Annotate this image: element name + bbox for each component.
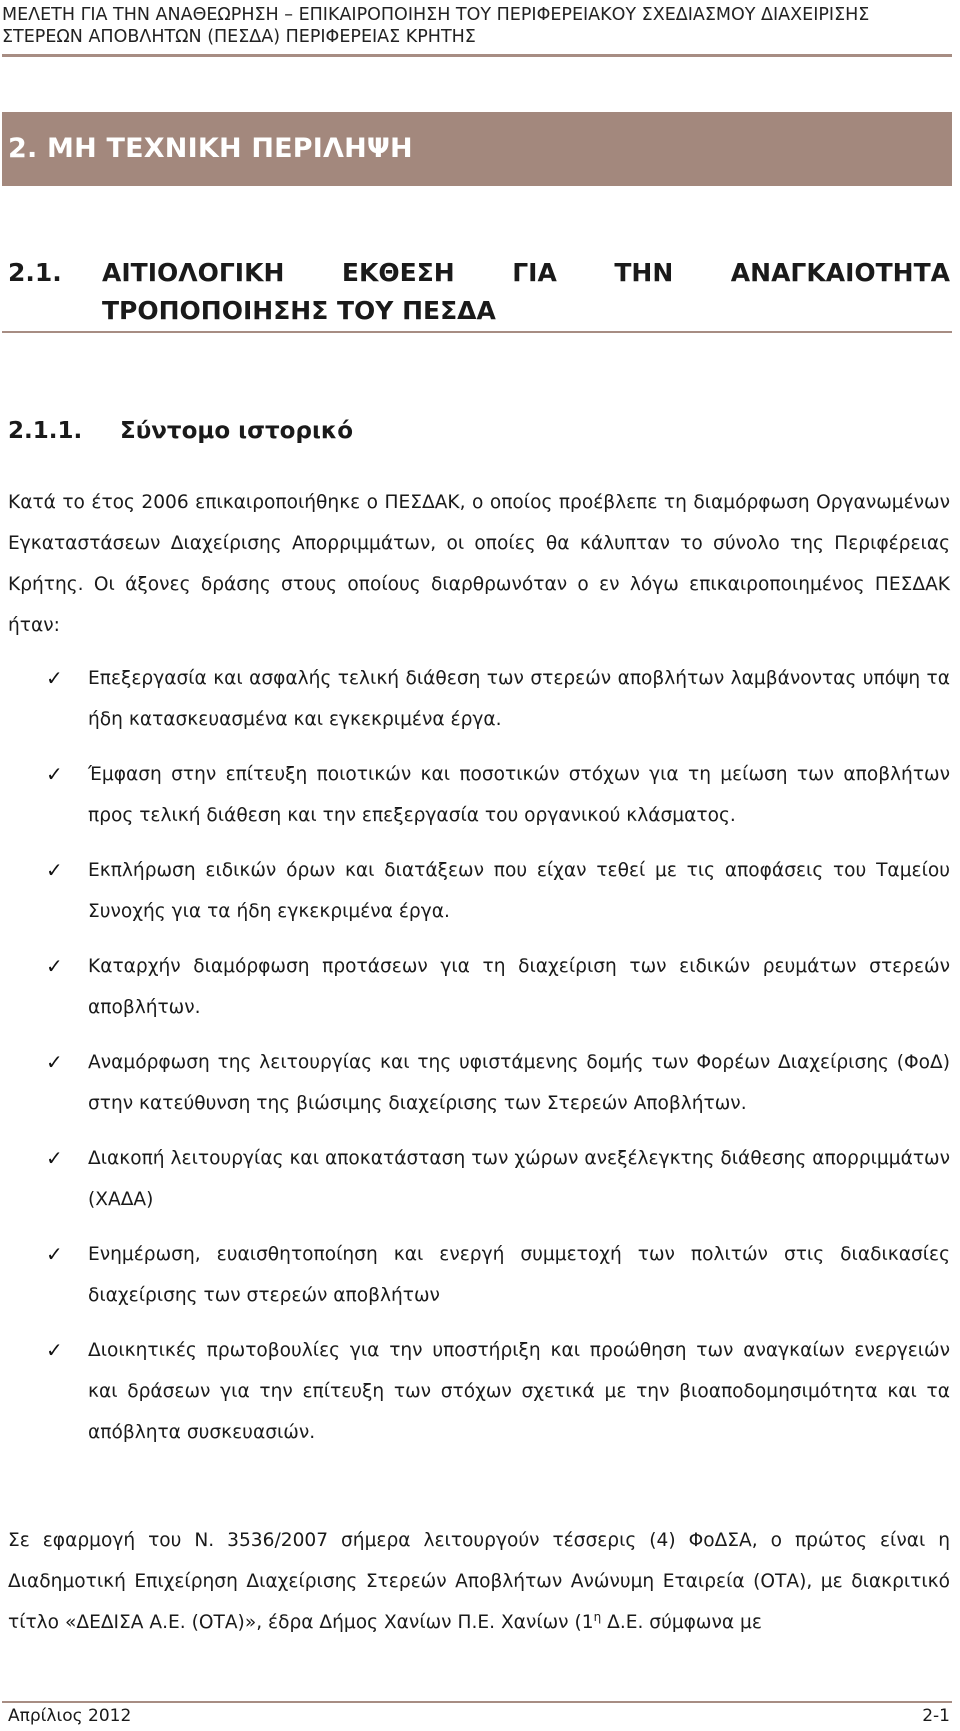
checkmark-icon: ✓ [46, 1050, 63, 1074]
section-title-word: ΑΝΑΓΚΑΙΟΤΗΤΑ [730, 258, 950, 287]
section-divider [2, 331, 952, 333]
closing-text-end: Δ.Ε. σύμφωνα με [601, 1612, 762, 1633]
checkmark-icon: ✓ [46, 666, 63, 690]
list-item-text: Επεξεργασία και ασφαλής τελική διάθεση των στερεών αποβλήτων λαμβάνοντας υπόψη τα ήδη κατασκευασμένα και εγκεκριμένα έργα. [88, 668, 950, 730]
section-title-line-2: ΤΡΟΠΟΠΟΙΗΣΗΣ ΤΟΥ ΠΕΣΔΑ [102, 296, 496, 325]
checkmark-icon: ✓ [46, 1146, 63, 1170]
subsection-number: 2.1.1. [8, 418, 83, 444]
running-header: ΜΕΛΕΤΗ ΓΙΑ ΤΗΝ ΑΝΑΘΕΩΡΗΣΗ – ΕΠΙΚΑΙΡΟΠΟΙΗΣΗ ΤΟΥ ΠΕΡΙΦΕΡΕΙΑΚΟΥ ΣΧΕΔΙΑΣΜΟΥ ΔΙΑΧΕΙΡΙΣΗΣ ΣΤΕΡΕΩΝ ΑΠΟΒΛΗΤΩΝ (ΠΕΣΔΑ) ΠΕΡΙΦΕΡΕΙΑΣ ΚΡΗΤΗΣ [2, 5, 870, 47]
closing-text: Σε εφαρμογή του Ν. 3536/2007 σήμερα λειτουργούν τέσσερις (4) ΦοΔΣΑ, ο πρώτος είναι η Διαδημοτική Επιχείρηση Διαχείρισης Στερεών Αποβλήτων Ανώνυμη Εταιρεία (ΟΤΑ), με διακριτικό τίτλο «ΔΕΔΙΣΑ Α.Ε. (ΟΤΑ)», έδρα Δήμος Χανίων Π.Ε. Χανίων (1 [8, 1530, 950, 1633]
list-item-text: Ενημέρωση, ευαισθητοποίηση και ενεργή συμμετοχή των πολιτών στις διαδικασίες διαχείρισης των στερεών αποβλήτων [88, 1244, 950, 1306]
section-title-line-1 [102, 254, 950, 292]
list-item [2, 1042, 952, 1124]
document-page [2, 0, 952, 1731]
chapter-banner [2, 112, 952, 186]
list-item-text: Διοικητικές πρωτοβουλίες για την υποστήριξη και προώθηση των αναγκαίων ενεργειών και δράσεων για την επίτευξη των στόχων σχετικά με την βιοαποδομησιμότητα και τα απόβλητα συσκευασιών. [88, 1340, 950, 1443]
page-number: 2-1 [922, 1706, 950, 1726]
section-number: 2.1. [8, 258, 62, 287]
list-item [2, 1138, 952, 1220]
checkmark-icon: ✓ [46, 1338, 63, 1362]
subsection-title: Σύντομο ιστορικό [120, 418, 354, 444]
list-item-text: Έμφαση στην επίτευξη ποιοτικών και ποσοτικών στόχων για τη μείωση των αποβλήτων προς τελική διάθεση και την επεξεργασία του οργανικού κλάσματος. [88, 764, 950, 826]
list-item-text: Καταρχήν διαμόρφωση προτάσεων για τη διαχείριση των ειδικών ρευμάτων στερεών αποβλήτων. [88, 956, 950, 1018]
header-divider [2, 54, 952, 57]
checkmark-icon: ✓ [46, 762, 63, 786]
list-item-text: Αναμόρφωση της λειτουργίας και της υφιστάμενης δομής των Φορέων Διαχείρισης (ΦοΔ) στην κατεύθυνση της βιώσιμης διαχείρισης των Στερεών Αποβλήτων. [88, 1052, 950, 1114]
list-item-text: Εκπλήρωση ειδικών όρων και διατάξεων που είχαν τεθεί με τις αποφάσεις του Ταμείου Συνοχής για τα ήδη εγκεκριμένα έργα. [88, 860, 950, 922]
section-title [102, 254, 950, 330]
footer-divider [2, 1701, 952, 1703]
checkmark-icon: ✓ [46, 1242, 63, 1266]
section-title-word: ΕΚΘΕΣΗ [341, 258, 455, 287]
list-item [2, 754, 952, 836]
section-title-word: ΑΙΤΙΟΛΟΓΙΚΗ [102, 258, 285, 287]
intro-paragraph: Κατά το έτος 2006 επικαιροποιήθηκε ο ΠΕΣΔΑΚ, ο οποίος προέβλεπε τη διαμόρφωση Οργανωμένων Εγκαταστάσεων Διαχείρισης Απορριμμάτων, οι οποίες θα κάλυπταν το σύνολο της Περιφέρειας Κρήτης. Οι άξονες δράσης στους οποίους διαρθρωνόταν ο εν λόγω επικαιροποιημένος ΠΕΣΔΑΚ ήταν: [8, 492, 950, 636]
list-item [2, 850, 952, 932]
list-item-text: Διακοπή λειτουργίας και αποκατάσταση των χώρων ανεξέλεγκτης διάθεσης απορριμμάτων (ΧΑΔΑ) [88, 1148, 950, 1210]
ordinal-superscript: η [593, 1609, 602, 1624]
section-title-word: ΤΗΝ [614, 258, 674, 287]
chapter-title: 2. ΜΗ ΤΕΧΝΙΚΗ ΠΕΡΙΛΗΨΗ [8, 133, 413, 164]
footer-date: Απρίλιος 2012 [8, 1706, 132, 1726]
checkmark-icon: ✓ [46, 954, 63, 978]
list-item [2, 1234, 952, 1316]
closing-paragraph [8, 1520, 950, 1643]
list-item [2, 658, 952, 740]
section-title-word: ΓΙΑ [512, 258, 557, 287]
list-item [2, 1330, 952, 1453]
list-item [2, 946, 952, 1028]
bullet-list [2, 658, 952, 1453]
checkmark-icon: ✓ [46, 858, 63, 882]
